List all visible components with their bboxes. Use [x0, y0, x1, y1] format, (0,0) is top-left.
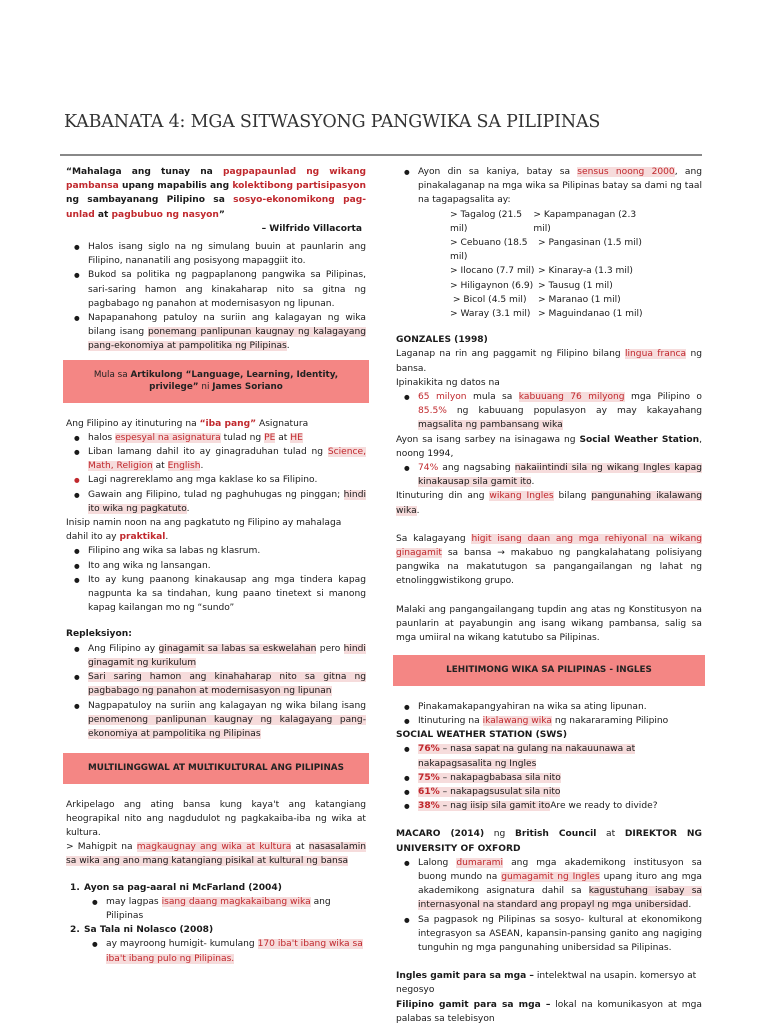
list-item: ● 76% – nasa sapat na gulang na nakauunawa at nakapagsasalita ng Ingles — [396, 742, 702, 770]
iba-pang-intro: Ang Filipino ay itinuturing na “iba pang” Asignatura — [66, 418, 309, 429]
reflection-label: Repleksiyon: — [66, 629, 132, 640]
reflection-bullets — [66, 642, 366, 741]
list-item: ● Nagpapatuloy na suriin ang kalagayan ng wika bilang isang penomenong panlipunan kaugnay ng kalagayang pang-ekonomiya at pampolitika ng Pilipinas — [66, 699, 366, 742]
gonzales-heading: GONZALES (1998) — [396, 335, 488, 346]
list-item: ● Halos isang siglo na ng simulang buuin at paunlarin ang Filipino, nananatili ang posisyong mapaggiit ito. — [66, 240, 366, 268]
list-item: ● 74% ang nagsabing nakaiintindi sila ng wikang Ingles kapag kinakausap sila gamit ito. — [396, 461, 702, 489]
list-item: ● ay mayroong humigit- kumulang 170 iba't ibang wika sa iba't ibang pulo ng Pilipinas. — [84, 937, 366, 965]
lingua-franca-text: Laganap na rin ang paggamit ng Filipino bilang lingua franca ng bansa. — [396, 349, 702, 374]
list-item: ● 61% – nakapagsusulat sila nito — [396, 785, 702, 799]
sws-1994-text: Ayon sa isang sarbey na isinagawa ng Social Weather Station, noong 1994, — [396, 434, 702, 459]
section-box-ingles: LEHITIMONG WIKA SA PILIPINAS - INGLES — [393, 655, 705, 686]
list-item: ● Sari saring hamon ang kinahaharap nito sa gitna ng pagbabago ng panahon at modernisasyon ng lipunan — [66, 670, 366, 698]
praktikal-text: Inisip namin noon na ang pagkatuto ng Filipino ay mahalaga dahil ito ay praktikal. — [66, 518, 342, 543]
list-item: ● Ito ay kung paanong kinakausap ang mga tindera kapag nagpunta ka sa tindahan, kung paano tinetext si manong kapag kailangan mo ng “sundo” — [66, 573, 366, 616]
section-box-soriano: Mula sa Artikulong “Language, Learning, Identity, privilege” ni James Soriano — [63, 360, 369, 403]
filipino-gamit-text: Filipino gamit para sa mga – lokal na komunikasyon at mga palabas sa telebisyon — [396, 999, 702, 1024]
list-item: ● Lalong dumarami ang mga akademikong institusyon sa buong mundo na gumagamit ng Ingles upang ituro ang mga akademikong asignatura dahil sa kagustuhang isabay sa internasyonal na standard ang propayl ng mga unibersidad. — [396, 856, 702, 913]
nolasco-bullets — [66, 937, 366, 965]
list-item: ● Itinuturing na ikalawang wika ng nakararaming Pilipino — [396, 714, 702, 728]
ingles-bullets — [396, 700, 702, 728]
sws-1994-bullets — [396, 461, 702, 489]
chapter-title: KABANATA 4: MGA SITWASYONG PANGWIKA SA PILIPINAS — [64, 112, 601, 132]
list-item: ● may lagpas isang daang magkakaibang wika ang Pilipinas — [84, 895, 366, 923]
list-item: ● 65 milyon mula sa kabuuang 76 milyong mga Pilipino o 85.5% ng kabuuang populasyon ay may kakayahang magsalita ng pambansang wika — [396, 390, 702, 433]
opening-quote: “Mahalaga ang tunay na pagpapaunlad ng wikang pambansa upang mapabilis ang kolektibong partisipasyon ng sambayanang Pilipino sa sosyo-ekonomikong pag-unlad at pagbubuo ng nasyon” — [66, 167, 366, 220]
list-item: ● Sa pagpasok ng Pilipinas sa sosyo- kultural at ekonomikong integrasyon sa ASEAN, kapansin-pansing ganito ang nagiging tunguhin ng mga pangunahing unibersidad sa Pilipinas. — [396, 913, 702, 956]
list-item: ● Liban lamang dahil ito ay ginagraduhan tulad ng Science, Math, Religion at English. — [66, 445, 366, 473]
list-item: ● Napapanahong patuloy na suriin ang kalagayan ng wika bilang isang ponemang panlipunan kaugnay ng kalagayang pang-ekonomiya at pampolitika ng Pilipinas. — [66, 311, 366, 354]
list-item: ● Pinakamakapangyahiran na wika sa ating lipunan. — [396, 700, 702, 714]
title-divider — [60, 154, 702, 156]
language-row: > Waray (3.1 mil) > Maguindanao (1 mil) — [450, 309, 643, 320]
list-item: ● Bukod sa politika ng pagpaplanong pangwika sa Pilipinas, sari-saring hamon ang kinakaharap nito sa gitna ng pagbabago ng panahon at modernisasyon ng lipunan. — [66, 268, 366, 311]
section-box-multilinggwal: MULTILINGGWAL AT MULTIKULTURAL ANG PILIPINAS — [63, 753, 369, 784]
praktikal-bullets — [66, 544, 366, 615]
sws-heading: SOCIAL WEATHER STATION (SWS) — [396, 730, 568, 741]
left-column — [66, 165, 366, 966]
list-item: ● Lagi nagrereklamo ang mga kaklase ko sa Filipino. — [66, 473, 366, 487]
arkipelago-text: Arkipelago ang ating bansa kung kaya't ang katangiang heograpikal nito ang nagdudulot ng pagkakaiba-iba ng wika at kultura. — [66, 799, 366, 839]
list-item: ● halos espesyal na asignatura tulad ng PE at HE — [66, 431, 366, 445]
list-item: ● Gawain ang Filipino, tulad ng paghuhugas ng pinggan; hindi ito wika ng pagkatuto. — [66, 488, 366, 516]
language-row: > Cebuano (18.5 mil) > Pangasinan (1.5 mil) — [450, 238, 642, 263]
gonzales-bullets — [396, 390, 702, 433]
language-row: > Bicol (4.5 mil) > Maranao (1 mil) — [450, 294, 621, 305]
macaro-heading: MACARO (2014) ng British Council at DIREKTOR NG UNIVERSITY OF OXFORD — [396, 829, 702, 854]
soriano-bullets — [66, 431, 366, 516]
ikalawang-wika-text: Itinuturing din ang wikang Ingles bilang pangunahing ikalawang wika. — [396, 491, 702, 516]
list-item: ● Ayon din sa kaniya, batay sa sensus noong 2000, ang pinakalaganap na mga wika sa Pilipinas batay sa dami ng taal na tagapagsalita ay: — [396, 165, 702, 208]
quote-author: – Wilfrido Villacorta — [261, 223, 362, 234]
census-bullet — [396, 165, 702, 208]
nolasco-heading: 2. Sa Tala ni Nolasco (2008) — [70, 925, 214, 936]
sws-stats-bullets — [396, 742, 702, 813]
right-column — [396, 165, 702, 1024]
language-row: > Hiligaynon (6.9) > Tausug (1 mil) — [450, 280, 613, 291]
datos-text: Ipinakikita ng datos na — [396, 377, 500, 388]
macaro-bullets — [396, 856, 702, 955]
ingles-gamit-text: Ingles gamit para sa mga – intelektwal na usapin. komersyo at negosyo — [396, 971, 697, 996]
list-item: ● Filipino ang wika sa labas ng klasrum. — [66, 544, 366, 558]
mcfarland-bullets — [66, 895, 366, 923]
list-item: ● Ito ang wika ng lansangan. — [66, 559, 366, 573]
language-row: > Tagalog (21.5 mil) > Kapampanagan (2.3 mil) — [450, 209, 637, 234]
mcfarland-heading: 1. Ayon sa pag-aaral ni McFarland (2004) — [70, 882, 282, 893]
language-row: > Ilocano (7.7 mil) > Kinaray-a (1.3 mil) — [450, 266, 633, 277]
kalagayan-text: Sa kalagayang higit isang daan ang mga rehiyonal na wikang ginagamit sa bansa → makabuo ng pangkalahatang polisiyang pangwika na makatutugon sa pangangailangan ng lahat ng etnolinggwistikong grupo. — [396, 533, 702, 587]
list-item: ● 75% – nakapagbabasa sila nito — [396, 771, 702, 785]
language-speaker-list — [450, 208, 650, 322]
mahigpit-text: > Mahigpit na magkaugnay ang wika at kultura at nasasalamin sa wika ang ano mang katangiang pisikal at kultural ng bansa — [66, 842, 366, 867]
list-item: ● 38% – nag iisip sila gamit itoAre we ready to divide? — [396, 799, 702, 813]
konstitusyon-text: Malaki ang pangangailangang tupdin ang atas ng Konstitusyon na paunlarin at payabungin ang isang wikang pambansa, salig sa mga umiiral na wikang katutubo sa Pilipinas. — [396, 604, 702, 644]
intro-bullets — [66, 240, 366, 354]
list-item: ● Ang Filipino ay ginagamit sa labas sa eskwelahan pero hindi ginagamit ng kurikulum — [66, 642, 366, 670]
